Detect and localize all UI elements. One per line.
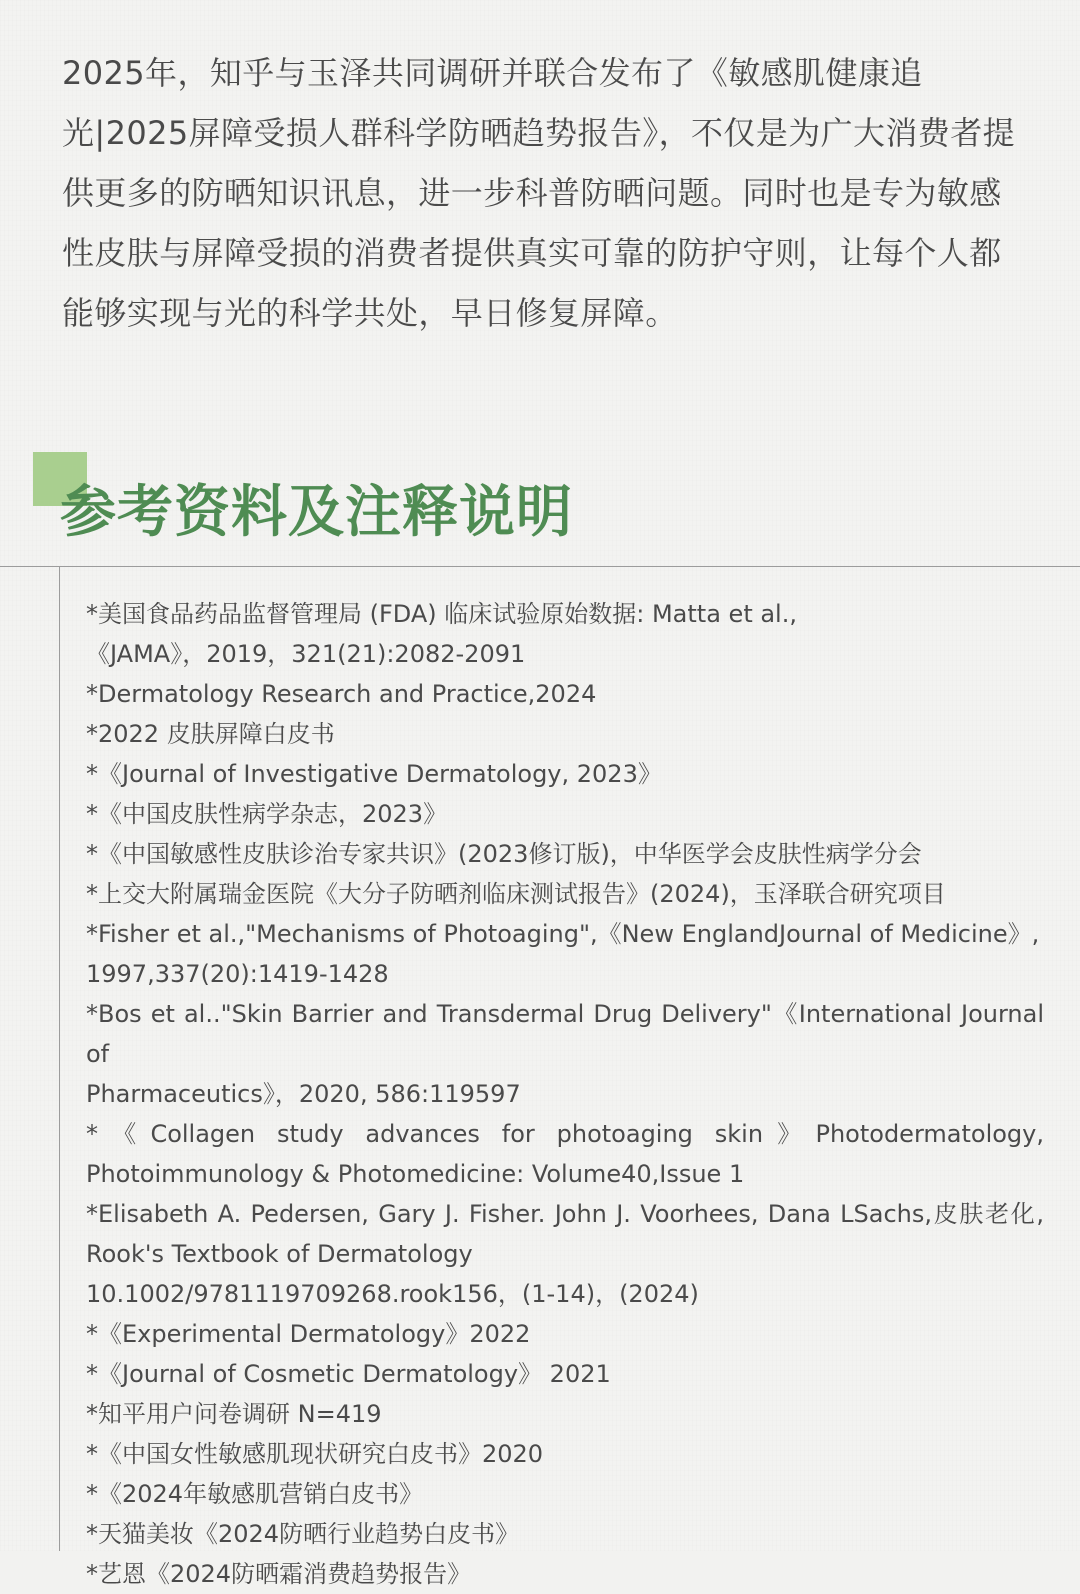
reference-line: Photoimmunology & Photomedicine: Volume40,Issue 1 bbox=[86, 1160, 745, 1188]
horizontal-divider bbox=[0, 566, 1080, 567]
references-list bbox=[86, 594, 1044, 1594]
section-heading bbox=[0, 452, 1080, 568]
reference-line: *Fisher et al.,"Mechanisms of Photoaging",《New EnglandJournal of Medicine》, bbox=[86, 920, 1040, 948]
reference-line: *《中国敏感性皮肤诊治专家共识》(2023修订版)，中华医学会皮肤性病学分会 bbox=[86, 840, 922, 868]
section-title: 参考资料及注释说明 bbox=[60, 480, 573, 545]
reference-3 bbox=[86, 714, 1044, 754]
reference-line: *《2024年敏感肌营销白皮书》 bbox=[86, 1480, 424, 1508]
reference-7 bbox=[86, 874, 1044, 914]
reference-18 bbox=[86, 1554, 1044, 1594]
reference-13 bbox=[86, 1354, 1044, 1394]
reference-10 bbox=[86, 1114, 1044, 1194]
vertical-divider bbox=[59, 566, 60, 1551]
reference-line: 1997,337(20):1419-1428 bbox=[86, 960, 389, 988]
reference-8 bbox=[86, 914, 1044, 994]
reference-line: *艺恩《2024防晒霜消费趋势报告》 bbox=[86, 1560, 472, 1588]
reference-6 bbox=[86, 834, 1044, 874]
reference-line: Rook's Textbook of Dermatology bbox=[86, 1240, 473, 1268]
reference-line: *《Journal of Cosmetic Dermatology》 2021 bbox=[86, 1360, 611, 1388]
intro-text: 2025年，知乎与玉泽共同调研并联合发布了《敏感肌健康追光|2025屏障受损人群科学防晒趋势报告》，不仅是为广大消费者提供更多的防晒知识讯息，进一步科普防晒问题。同时也是专为敏感性皮肤与屏障受损的消费者提供真实可靠的防护守则，让每个人都能够实现与光的科学共处，早日修复屏障。 bbox=[62, 54, 1016, 332]
reference-16 bbox=[86, 1474, 1044, 1514]
reference-line: *Elisabeth A. Pedersen, Gary J. Fisher. John J. Voorhees, Dana LSachs,皮肤老化, bbox=[86, 1200, 1044, 1228]
reference-line: *2022 皮肤屏障白皮书 bbox=[86, 720, 335, 748]
reference-9 bbox=[86, 994, 1044, 1114]
reference-line: 10.1002/9781119709268.rook156，(1-14)，(2024) bbox=[86, 1280, 699, 1308]
reference-1 bbox=[86, 594, 1044, 674]
reference-12 bbox=[86, 1314, 1044, 1354]
reference-14 bbox=[86, 1394, 1044, 1434]
reference-15 bbox=[86, 1434, 1044, 1474]
reference-line: *《Collagen study advances for photoaging skin》Photodermatology, bbox=[86, 1120, 1044, 1148]
reference-line: *《中国皮肤性病学杂志，2023》 bbox=[86, 800, 448, 828]
reference-5 bbox=[86, 794, 1044, 834]
reference-2 bbox=[86, 674, 1044, 714]
reference-line: *知平用户问卷调研 N=419 bbox=[86, 1400, 382, 1428]
reference-line: *美国食品药品监督管理局 (FDA) 临床试验原始数据: Matta et al., bbox=[86, 600, 797, 628]
reference-line: *天猫美妆《2024防晒行业趋势白皮书》 bbox=[86, 1520, 520, 1548]
reference-line: *Dermatology Research and Practice,2024 bbox=[86, 680, 597, 708]
reference-line: *Bos et al.."Skin Barrier and Transdermal Drug Delivery"《International Journal of bbox=[86, 1000, 1044, 1068]
intro-paragraph bbox=[62, 43, 1027, 343]
reference-line: Pharmaceutics》，2020, 586:119597 bbox=[86, 1080, 521, 1108]
reference-line: *《中国女性敏感肌现状研究白皮书》2020 bbox=[86, 1440, 544, 1468]
reference-line: *上交大附属瑞金医院《大分子防晒剂临床测试报告》(2024)，玉泽联合研究项目 bbox=[86, 880, 946, 908]
reference-line: *《Journal of Investigative Dermatology, 2023》 bbox=[86, 760, 662, 788]
reference-11 bbox=[86, 1194, 1044, 1314]
reference-17 bbox=[86, 1514, 1044, 1554]
reference-line: 《JAMA》，2019，321(21):2082-2091 bbox=[86, 640, 526, 668]
reference-line: *《Experimental Dermatology》2022 bbox=[86, 1320, 531, 1348]
reference-4 bbox=[86, 754, 1044, 794]
